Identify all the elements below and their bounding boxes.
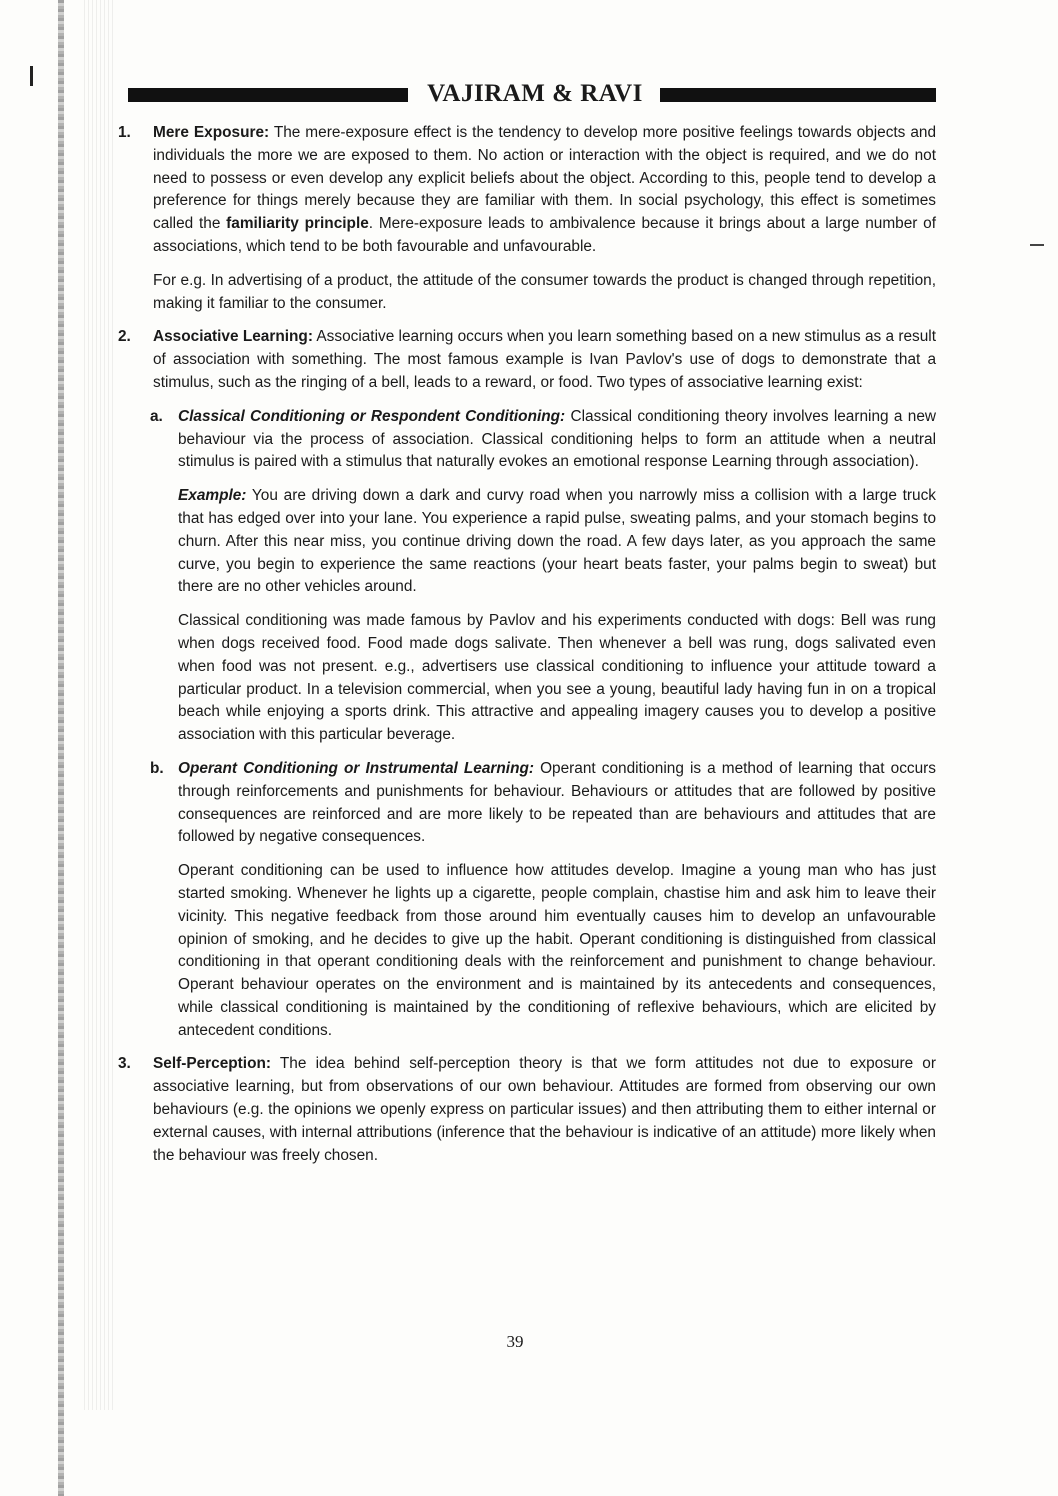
sub-item-operant-conditioning: [150, 758, 936, 1043]
sub-item-text: Classical conditioning theory involves learning a new behaviour via the process of association. Classical conditioning helps to form an attitude when a neutral stimulus is paired with a stimulus that naturally evokes an emotional response Learning through association).: [178, 407, 936, 471]
header-bar-left: [128, 88, 408, 102]
sub-item-letter: a.: [150, 407, 163, 425]
item-paragraph: [153, 1053, 936, 1167]
item-text: Associative learning occurs when you learn something based on a new stimulus as a result of association with something. The most famous example is Ivan Pavlov's use of dogs to demonstrate that a stimulus, such as the ringing of a bell, leads to a reward, or food. Two types of associative learning exist:: [153, 328, 936, 391]
sub-item-term: Operant Conditioning or Instrumental Learning:: [178, 759, 535, 777]
page-number: 39: [506, 1332, 524, 1351]
sub-item-classical-conditioning: [150, 406, 936, 747]
item-term: Self-Perception:: [153, 1055, 272, 1073]
list-item-mere-exposure: [118, 122, 936, 315]
scan-edge-shadow: [58, 0, 64, 1496]
header-title: VAJIRAM & RAVI: [427, 80, 643, 107]
scan-noise: [84, 0, 114, 1410]
page-header: [128, 80, 936, 110]
list-item-self-perception: [118, 1053, 936, 1167]
item-number: 3.: [118, 1055, 131, 1073]
header-bar-right: [660, 88, 936, 102]
page-content: [118, 122, 936, 1178]
item-paragraph: [153, 122, 936, 259]
sub-item-paragraph: [178, 406, 936, 474]
sub-item-letter: b.: [150, 759, 164, 777]
bold-phrase: familiarity principle: [226, 215, 369, 233]
sub-item-paragraph: [178, 758, 936, 849]
scan-mark-right: [1030, 244, 1044, 246]
item-text: The idea behind self-perception theory is that we form attitudes not due to exposure or associative learning, but from observations of our own behaviour. Attitudes are formed from observing our own behaviours (e.g. the opinions we openly express on particular issues) and then attributing them to either internal or external causes, with internal attributions (inference that the behaviour is indicative of an attitude) more likely when the behaviour was freely chosen.: [153, 1055, 936, 1164]
item-text: The mere-exposure effect is the tendency to develop more positive feelings towards objects and individuals the more we are exposed to them. No action or interaction with the object is required, and we do not need to possess or even develop any explicit beliefs about the object. According to this, people tend to develop a preference for things merely because they are familiar with them. In social psychology, this effect is sometimes called the: [153, 124, 937, 233]
item-term: Mere Exposure:: [153, 124, 270, 141]
scan-mark: [30, 66, 33, 86]
sub-item-paragraph-2: Operant conditioning can be used to influence how attitudes develop. Imagine a young man who has just started smoking. Whenever he lights up a cigarette, people complain, chastise him and ask him to leave their vicinity. This negative feedback from those around him eventually causes him to develop an unfavourable opinion of smoking, and he decides to give up the habit. Operant conditioning is distinguished from classical conditioning in that operant conditioning deals with the reinforcement and punishment to change behaviour. Operant behaviour operates on the environment and is maintained by its antecedents and consequences, while classical conditioning is maintained by the conditioning of reflexive behaviours, which are elicited by antecedent conditions.: [178, 862, 936, 1039]
item-text-after: . Mere-exposure leads to ambivalence because it brings about a large number of associations, which tend to be both favourable and unfavourable.: [153, 215, 936, 255]
item-paragraph: [153, 326, 936, 394]
example-label: Example:: [178, 487, 247, 505]
list-item-associative-learning: [118, 326, 936, 394]
item-term: Associative Learning:: [153, 328, 313, 346]
sub-item-paragraph-2: Classical conditioning was made famous by Pavlov and his experiments conducted with dogs: Bell was rung when dogs received food. Food made dogs salivate. Then whenever a bell was rung, dogs salivated even when food was not present. e.g., advertisers use classical conditioning to influence your attitude toward a particular product. In a television commercial, when you see a young, beautiful lady having fun in on a tropical beach while enjoying a sports drink. This attractive and appealing imagery causes you to develop a positive association with this particular beverage.: [178, 612, 936, 744]
sub-item-example: [178, 485, 936, 599]
sub-item-text: Operant conditioning is a method of learning that occurs through reinforcements and punishments for behaviour. Behaviours or attitudes that are followed by positive consequences are reinforced and are more likely to be repeated than are behaviours and attitudes that are followed by negative consequences.: [178, 759, 936, 846]
example-text: You are driving down a dark and curvy road when you narrowly miss a collision with a large truck that has edged over into your lane. You experience a rapid pulse, sweating palms, and your stomach begins to churn. After this near miss, you continue driving down the road. A few days later, as you approach the same curve, you begin to experience the same reactions (your heart beats faster, your palms begin to sweat) but there are no other vehicles around.: [178, 487, 936, 596]
item-number: 2.: [118, 328, 131, 346]
item-example: For e.g. In advertising of a product, the attitude of the consumer towards the product is changed through repetition, making it familiar to the consumer.: [153, 271, 936, 312]
item-number: 1.: [118, 124, 131, 141]
sub-item-term: Classical Conditioning or Respondent Conditioning:: [178, 407, 566, 425]
